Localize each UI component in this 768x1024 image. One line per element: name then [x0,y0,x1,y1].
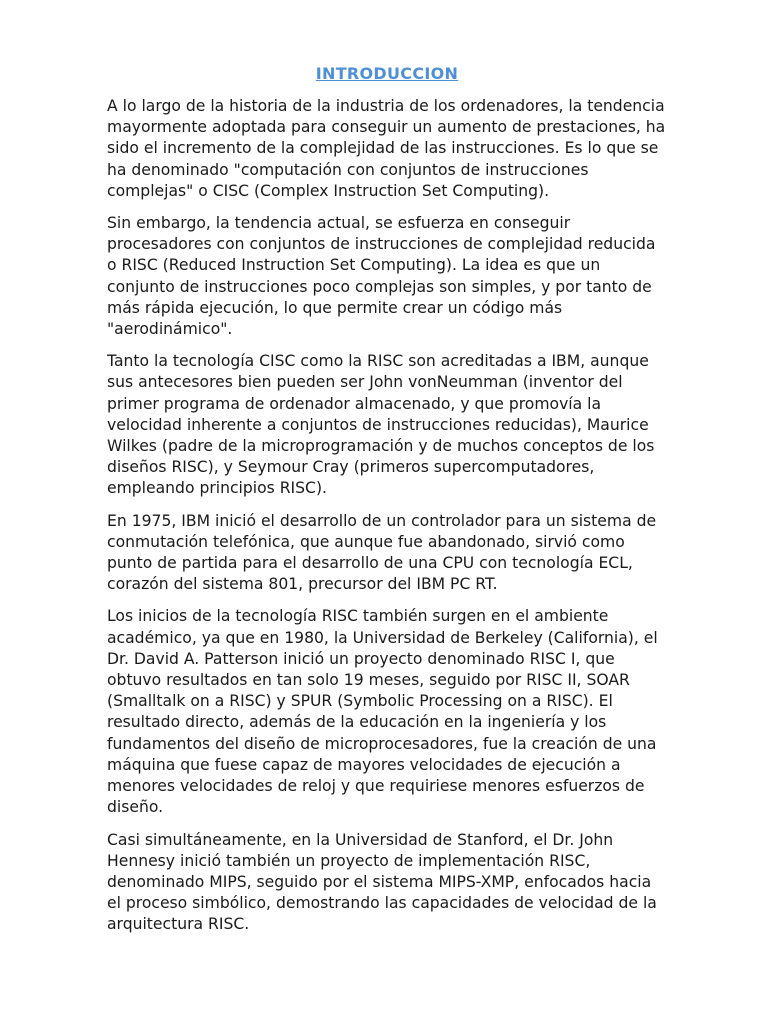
paragraph-1: A lo largo de la historia de la industria de los ordenadores, la tendencia mayormente adoptada para conseguir un aumento de prestaciones, ha sido el incremento de la complejidad de las instrucciones. Es lo que se ha denominado "computación con conjuntos de instrucciones complejas" o CISC (Complex Instruction Set Computing). [107,97,666,200]
paragraph-2: Sin embargo, la tendencia actual, se esfuerza en conseguir procesadores con conjuntos de instrucciones de complejidad reducida o RISC (Reduced Instruction Set Computing). La idea es que un conjunto de instrucciones poco complejas son simples, y por tanto de más rápida ejecución, lo que permite crear un código más "aerodinámico". [107,214,656,339]
paragraph-4: En 1975, IBM inició el desarrollo de un controlador para un sistema de conmutación telefónica, que aunque fue abandonado, sirvió como punto de partida para el desarrollo de una CPU con tecnología ECL, corazón del sistema 801, precursor del IBM PC RT. [107,511,657,594]
paragraph-3: Tanto la tecnología CISC como la RISC son acreditadas a IBM, aunque sus antecesores bien pueden ser John vonNeumman (inventor del primer programa de ordenador almacenado, y que promovía la velocidad inherente a conjuntos de instrucciones reducidas), Maurice Wilkes (padre de la microprogramación y de muchos conceptos de los diseños RISC), y Seymour Cray (primeros supercomputadores, empleando principios RISC). [107,352,655,498]
paragraph-5: Los inicios de la tecnología RISC también surgen en el ambiente académico, ya que en 1980, la Universidad de Berkeley (California), el Dr. David A. Patterson inició un proyecto denominado RISC I, que obtuvo resultados en tan solo 19 meses, seguido por RISC II, SOAR (Smalltalk on a RISC) y SPUR (Symbolic Processing on a RISC). El resultado directo, además de la educación en la ingeniería y los fundamentos del diseño de microprocesadores, fue la creación de una máquina que fuese capaz de mayores velocidades de ejecución a menores velocidades de reloj y que requiriese menores esfuerzos de diseño. [107,607,658,817]
document-title: INTRODUCCION [315,64,459,83]
document-page [107,62,667,947]
paragraph-6: Casi simultáneamente, en la Universidad de Stanford, el Dr. John Hennesy inició también un proyecto de implementación RISC, denominado MIPS, seguido por el sistema MIPS-XMP, enfocados hacia el proceso simbólico, demostrando las capacidades de velocidad de la arquitectura RISC. [107,830,657,934]
